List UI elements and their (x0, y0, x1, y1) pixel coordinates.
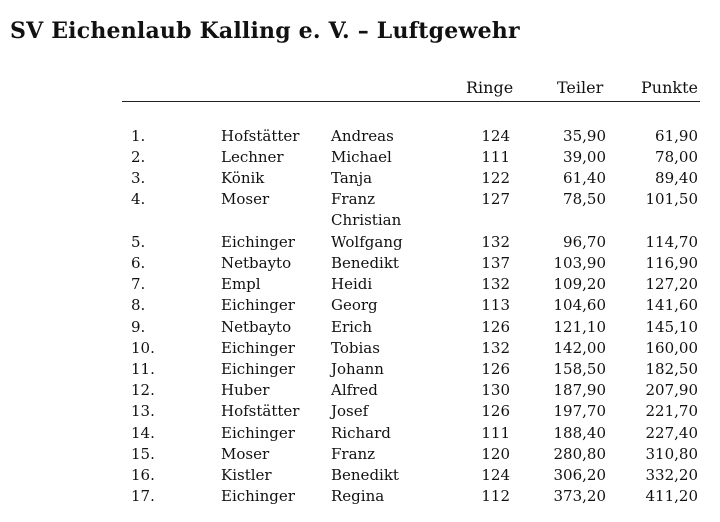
rank-cell: 13. (131, 402, 155, 420)
teiler-cell: 121,10 (553, 318, 606, 336)
teiler-cell: 61,40 (563, 169, 606, 187)
teiler-cell: 142,00 (553, 339, 606, 357)
column-header-teiler: Teiler (557, 78, 604, 97)
rank-cell: 9. (131, 318, 146, 336)
rank-cell: 1. (131, 127, 146, 145)
first-name-cell: Josef (331, 402, 369, 420)
punkte-cell: 227,40 (645, 424, 698, 442)
punkte-cell: 141,60 (645, 296, 698, 314)
first-name-cell: Michael (331, 148, 392, 166)
last-name-cell: Moser (221, 445, 270, 463)
rank-cell: 16. (131, 466, 155, 484)
ringe-cell: 126 (481, 402, 510, 420)
rank-cell: 17. (131, 487, 155, 505)
punkte-cell: 145,10 (645, 318, 698, 336)
last-name-cell: Hofstätter (221, 402, 300, 420)
ringe-cell: 111 (481, 148, 510, 166)
last-name-cell: Huber (221, 381, 270, 399)
teiler-cell: 306,20 (553, 466, 606, 484)
first-name-cell: Wolfgang (331, 233, 403, 251)
teiler-cell: 35,90 (563, 127, 606, 145)
first-name-cell: Johann (331, 360, 384, 378)
last-name-cell: Empl (221, 275, 261, 293)
first-name-cell: Georg (331, 296, 378, 314)
punkte-cell: 114,70 (645, 233, 698, 251)
ringe-cell: 130 (481, 381, 510, 399)
teiler-cell: 373,20 (553, 487, 606, 505)
teiler-cell: 78,50 (563, 190, 606, 208)
ringe-cell: 112 (481, 487, 510, 505)
last-name-cell: Moser (221, 190, 270, 208)
last-name-cell: Könik (221, 169, 265, 187)
ringe-cell: 132 (481, 275, 510, 293)
rank-cell: 8. (131, 296, 146, 314)
rank-cell: 2. (131, 148, 146, 166)
rank-cell: 6. (131, 254, 146, 272)
first-name-cell: Regina (331, 487, 385, 505)
first-name-cell: Benedikt (331, 466, 399, 484)
punkte-cell: 101,50 (645, 190, 698, 208)
first-name-cell: Tanja (331, 169, 373, 187)
rank-cell: 7. (131, 275, 146, 293)
teiler-cell: 39,00 (563, 148, 606, 166)
ringe-cell: 127 (481, 190, 510, 208)
punkte-cell: 207,90 (645, 381, 698, 399)
teiler-cell: 103,90 (553, 254, 606, 272)
last-name-cell: Eichinger (221, 296, 295, 314)
punkte-cell: 160,00 (645, 339, 698, 357)
punkte-cell: 127,20 (645, 275, 698, 293)
teiler-cell: 197,70 (553, 402, 606, 420)
rank-cell: 5. (131, 233, 146, 251)
first-name-cell: Christian (331, 211, 402, 229)
last-name-cell: Lechner (221, 148, 284, 166)
ringe-cell: 120 (481, 445, 510, 463)
teiler-cell: 96,70 (563, 233, 606, 251)
ringe-cell: 124 (481, 127, 510, 145)
last-name-cell: Eichinger (221, 424, 295, 442)
teiler-cell: 104,60 (553, 296, 606, 314)
rank-cell: 10. (131, 339, 155, 357)
punkte-cell: 182,50 (645, 360, 698, 378)
punkte-cell: 89,40 (655, 169, 698, 187)
rank-cell: 15. (131, 445, 155, 463)
first-name-cell: Erich (331, 318, 372, 336)
first-name-cell: Tobias (331, 339, 380, 357)
last-name-cell: Eichinger (221, 360, 295, 378)
teiler-cell: 280,80 (553, 445, 606, 463)
last-name-cell: Hofstätter (221, 127, 300, 145)
column-header-punkte: Punkte (641, 78, 698, 97)
first-name-cell: Benedikt (331, 254, 399, 272)
column-header-ringe: Ringe (466, 78, 514, 97)
document-title: SV Eichenlaub Kalling e. V. – Luftgewehr (10, 18, 520, 44)
first-name-cell: Andreas (331, 127, 394, 145)
last-name-cell: Kistler (221, 466, 272, 484)
ringe-cell: 113 (481, 296, 510, 314)
ringe-cell: 132 (481, 233, 510, 251)
rank-cell: 11. (131, 360, 155, 378)
punkte-cell: 221,70 (645, 402, 698, 420)
last-name-cell: Netbayto (221, 254, 292, 272)
ringe-cell: 124 (481, 466, 510, 484)
punkte-cell: 411,20 (645, 487, 698, 505)
rank-cell: 14. (131, 424, 155, 442)
ringe-cell: 132 (481, 339, 510, 357)
ringe-cell: 126 (481, 318, 510, 336)
ringe-cell: 111 (481, 424, 510, 442)
ringe-cell: 122 (481, 169, 510, 187)
first-name-cell: Alfred (331, 381, 378, 399)
teiler-cell: 188,40 (553, 424, 606, 442)
last-name-cell: Netbayto (221, 318, 292, 336)
rank-cell: 12. (131, 381, 155, 399)
first-name-cell: Heidi (331, 275, 373, 293)
ringe-cell: 137 (481, 254, 510, 272)
teiler-cell: 109,20 (553, 275, 606, 293)
ringe-cell: 126 (481, 360, 510, 378)
rank-cell: 3. (131, 169, 146, 187)
last-name-cell: Eichinger (221, 233, 295, 251)
punkte-cell: 61,90 (655, 127, 698, 145)
punkte-cell: 116,90 (645, 254, 698, 272)
teiler-cell: 158,50 (553, 360, 606, 378)
rank-cell: 4. (131, 190, 146, 208)
punkte-cell: 78,00 (655, 148, 698, 166)
punkte-cell: 310,80 (645, 445, 698, 463)
last-name-cell: Eichinger (221, 339, 295, 357)
first-name-cell: Richard (331, 424, 391, 442)
last-name-cell: Eichinger (221, 487, 295, 505)
punkte-cell: 332,20 (645, 466, 698, 484)
first-name-cell: Franz (331, 190, 376, 208)
first-name-cell: Franz (331, 445, 376, 463)
header-rule (122, 101, 700, 102)
teiler-cell: 187,90 (553, 381, 606, 399)
